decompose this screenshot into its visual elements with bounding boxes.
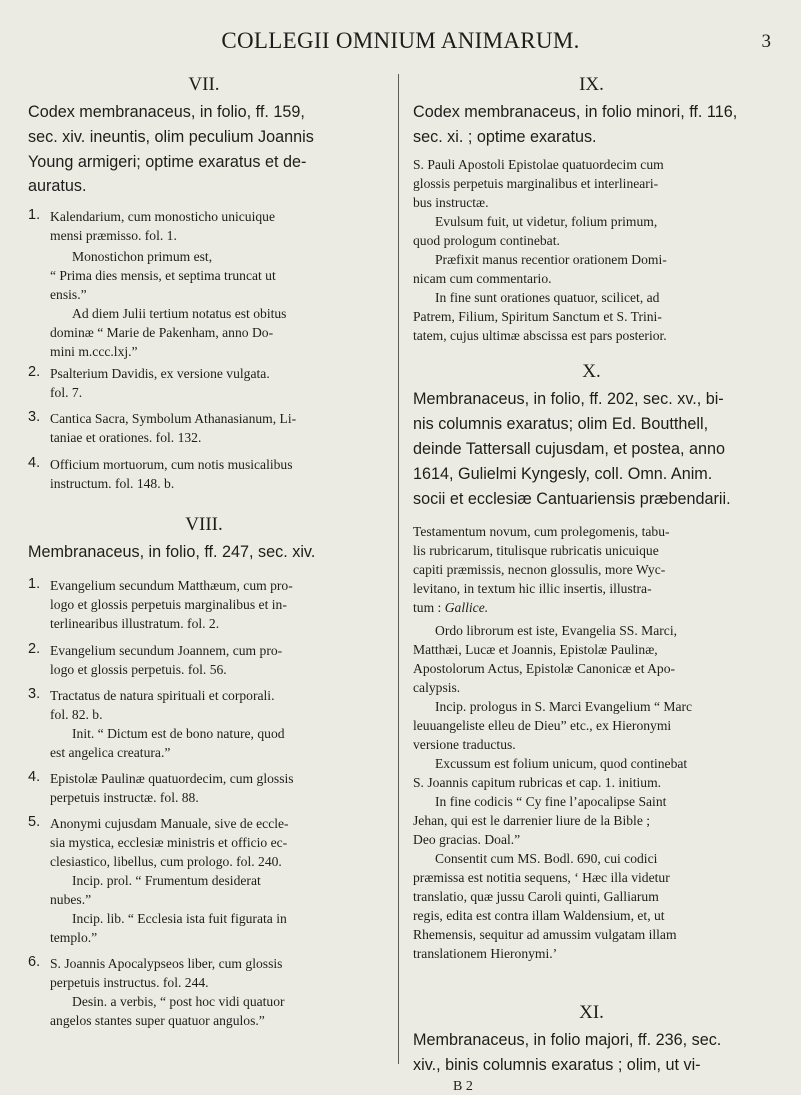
body-line: Jehan, qui est le darrenier liure de la Bible ; — [413, 813, 651, 828]
item-number: 1. — [28, 576, 41, 592]
item-line: “ Prima dies mensis, et septima truncat ut — [50, 268, 276, 283]
item-line: est angelica creatura.” — [50, 745, 171, 760]
body-line: In fine codicis “ Cy fine l’apocalipse Saint — [435, 794, 667, 809]
body-line: levitano, in textum hic illic insertis, illustra- — [413, 581, 652, 596]
item-line: Evangelium secundum Joannem, cum pro- — [50, 643, 283, 658]
item-line: Ad diem Julii tertium notatus est obitus — [72, 306, 287, 321]
body-line: lis rubricarum, titulisque rubricatis unicuique — [413, 543, 659, 558]
item-line: taniae et orationes. fol. 132. — [50, 430, 202, 445]
item-line: Monostichon primum est, — [72, 249, 213, 264]
list-item — [28, 954, 380, 1030]
item-line: perpetuis instructæ. fol. 88. — [50, 790, 199, 805]
list-item — [28, 686, 380, 762]
item-line: Init. “ Dictum est de bono nature, quod — [72, 726, 285, 741]
list-item — [28, 364, 380, 402]
item-line: ensis.” — [50, 287, 87, 302]
entry-intro-line: Membranaceus, in folio majori, ff. 236, sec. — [413, 1031, 722, 1049]
item-number: 4. — [28, 769, 41, 785]
item-line: nubes.” — [50, 892, 92, 907]
column-divider — [398, 74, 399, 1064]
body-line: translationem Hieronymi.’ — [413, 946, 558, 961]
entry-intro-line: auratus. — [28, 177, 87, 195]
body-line: Apostolorum Actus, Epistolæ Canonicæ et Apo- — [413, 661, 676, 676]
body-line: Deo gracias. Doal.” — [413, 832, 521, 847]
running-title: COLLEGII OMNIUM ANIMARUM. — [221, 28, 580, 53]
item-number: 1. — [28, 207, 41, 223]
entry-intro-line: Young armigeri; optime exaratus et de- — [28, 153, 307, 171]
body-line: versione traductus. — [413, 737, 516, 752]
entry-intro-line: deinde Tattersall cujusdam, et postea, anno — [413, 440, 725, 458]
entry-intro-line: Codex membranaceus, in folio minori, ff. 116, — [413, 103, 738, 121]
item-line: Incip. lib. “ Ecclesia ista fuit figurata in — [72, 911, 287, 926]
body-line: Matthæi, Lucæ et Joannis, Epistolæ Paulinæ, — [413, 642, 658, 657]
body-line: leuuangeliste elleu de Dieu” etc., ex Hieronymi — [413, 718, 672, 733]
page-number: 3 — [761, 31, 771, 52]
item-line: instructum. fol. 148. b. — [50, 476, 175, 491]
body-line: Testamentum novum, cum prolegomenis, tabu- — [413, 524, 670, 539]
running-header — [0, 28, 801, 58]
entry-body — [413, 155, 770, 345]
body-line: præmissa est notitia sequens, ‘ Hæc illa videtur — [413, 870, 670, 885]
list-item — [28, 409, 380, 447]
italic-word: Gallice. — [444, 600, 489, 615]
item-number: 6. — [28, 954, 41, 970]
body-line: nicam cum commentario. — [413, 271, 552, 286]
entry-intro-line: sec. xi. ; optime exaratus. — [413, 128, 597, 146]
item-line: Officium mortuorum, cum notis musicalibus — [50, 457, 293, 472]
entry-intro-line: socii et ecclesiæ Cantuariensis præbendarii. — [413, 490, 731, 508]
section-heading-vii: VII. — [188, 74, 220, 95]
body-line: Præfixit manus recentior orationem Domi- — [435, 252, 667, 267]
list-item — [28, 641, 380, 679]
body-line: Ordo librorum est iste, Evangelia SS. Marci, — [435, 623, 677, 638]
item-line: dominæ “ Marie de Pakenham, anno Do- — [50, 325, 274, 340]
item-line: mini m.ccc.lxj.” — [50, 344, 138, 359]
body-line: regis, edita est contra illam Waldensium, et, ut — [413, 908, 665, 923]
item-line: templo.” — [50, 930, 98, 945]
list-item — [28, 455, 380, 493]
body-line: S. Joannis capitum rubricas et cap. 1. initium. — [413, 775, 662, 790]
item-line: logo et glossis perpetuis. fol. 56. — [50, 662, 227, 677]
entry-intro-line: sec. xiv. ineuntis, olim peculium Joannis — [28, 128, 314, 146]
item-line: Desin. a verbis, “ post hoc vidi quatuor — [72, 994, 285, 1009]
item-line: terlinearibus illustratum. fol. 2. — [50, 616, 220, 631]
body-line: tum : Gallice. — [413, 600, 489, 615]
list-item — [28, 207, 380, 245]
body-line: capiti præmissis, necnon glossulis, more Wyc- — [413, 562, 666, 577]
item-number: 3. — [28, 686, 41, 702]
list-item — [28, 769, 380, 807]
item-line: Evangelium secundum Matthæum, cum pro- — [50, 578, 293, 593]
entry-intro-line: Codex membranaceus, in folio, ff. 159, — [28, 103, 305, 121]
section-heading-x: X. — [582, 361, 601, 382]
body-line: tatem, cujus ultimæ abscissa est pars posterior. — [413, 328, 667, 343]
item-line: Epistolæ Paulinæ quatuordecim, cum glossis — [50, 771, 294, 786]
item-number: 2. — [28, 364, 41, 380]
entry-intro-line: xiv., binis columnis exaratus ; olim, ut vi- — [413, 1056, 701, 1074]
item-number: 4. — [28, 455, 41, 471]
body-line: translatio, quæ jussu Caroli quinti, Galliarum — [413, 889, 659, 904]
body-line: Evulsum fuit, ut videtur, folium primum, — [435, 214, 658, 229]
item-line: angelos stantes super quatuor angulos.” — [50, 1013, 265, 1028]
item-number: 2. — [28, 641, 41, 657]
item-number: 3. — [28, 409, 41, 425]
section-heading-viii: VIII. — [185, 514, 223, 535]
body-line: Rhemensis, sequitur ad amussim vulgatam illam — [413, 927, 677, 942]
right-column — [413, 66, 770, 1094]
item-number: 5. — [28, 814, 41, 830]
list-item-detail — [28, 247, 380, 361]
item-line: sia mystica, ecclesiæ ministris et officio ec- — [50, 835, 288, 850]
section-heading-xi: XI. — [579, 1002, 604, 1023]
item-line: Anonymi cujusdam Manuale, sive de eccle- — [50, 816, 289, 831]
item-line: Incip. prol. “ Frumentum desiderat — [72, 873, 261, 888]
entry-intro-line: Membranaceus, in folio, ff. 202, sec. xv., bi- — [413, 390, 724, 408]
item-line: Kalendarium, cum monosticho unicuique — [50, 209, 276, 224]
body-line: calypsis. — [413, 680, 461, 695]
list-item — [28, 814, 380, 947]
left-column — [28, 66, 380, 1082]
item-line: Psalterium Davidis, ex versione vulgata. — [50, 366, 270, 381]
item-line: perpetuis instructus. fol. 244. — [50, 975, 209, 990]
item-line: fol. 7. — [50, 385, 83, 400]
entry-intro-line: nis columnis exaratus; olim Ed. Boutthell, — [413, 415, 709, 433]
section-heading-ix: IX. — [579, 74, 604, 95]
body-line: S. Pauli Apostoli Epistolae quatuordecim cum — [413, 157, 664, 172]
body-line: Incip. prologus in S. Marci Evangelium “ Marc — [435, 699, 693, 714]
signature-mark: B 2 — [453, 1079, 473, 1094]
body-line: bus instructæ. — [413, 195, 489, 210]
item-line: clesiastico, libellus, cum prologo. fol. 240. — [50, 854, 282, 869]
entry-body — [413, 522, 770, 963]
body-line: glossis perpetuis marginalibus et interlineari- — [413, 176, 659, 191]
item-line: S. Joannis Apocalypseos liber, cum glossis — [50, 956, 283, 971]
item-line: fol. 82. b. — [50, 707, 103, 722]
body-line: Consentit cum MS. Bodl. 690, cui codici — [435, 851, 658, 866]
item-line: mensi præmisso. fol. 1. — [50, 228, 177, 243]
body-line: Patrem, Filium, Spiritum Sanctum et S. Trini- — [413, 309, 662, 324]
body-line: In fine sunt orationes quatuor, scilicet, ad — [435, 290, 660, 305]
list-item — [28, 576, 380, 633]
entry-intro-line: Membranaceus, in folio, ff. 247, sec. xiv. — [28, 543, 316, 561]
body-line: Excussum est folium unicum, quod continebat — [435, 756, 688, 771]
item-line: Tractatus de natura spirituali et corporali. — [50, 688, 275, 703]
item-line: Cantica Sacra, Symbolum Athanasianum, Li- — [50, 411, 297, 426]
entry-intro-line: 1614, Gulielmi Kyngesly, coll. Omn. Anim. — [413, 465, 713, 483]
item-line: logo et glossis perpetuis marginalibus et in- — [50, 597, 287, 612]
body-line: quod prologum continebat. — [413, 233, 560, 248]
